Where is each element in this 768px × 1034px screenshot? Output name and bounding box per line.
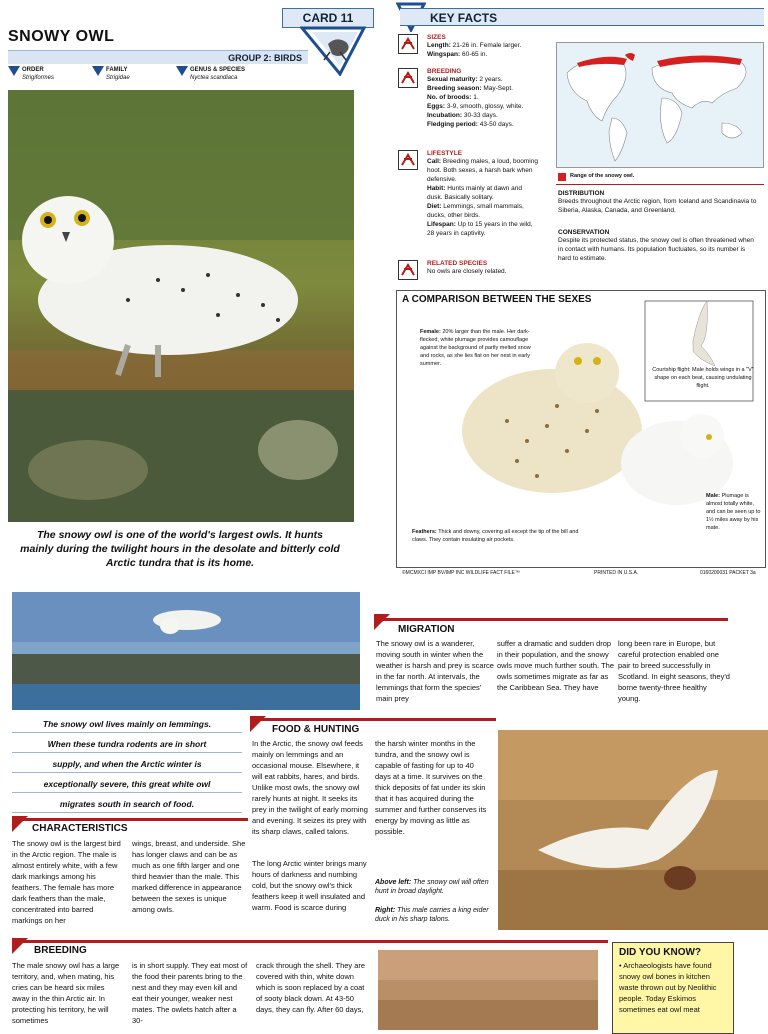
male-label: Male: bbox=[706, 493, 721, 499]
fact-label: Eggs: bbox=[427, 103, 446, 110]
female-note bbox=[420, 328, 540, 368]
fact-label: Diet: bbox=[427, 203, 442, 210]
feathers-text: Thick and downy, covering all except the tip of the bill and claws. They contain insulating air pockets. bbox=[412, 529, 579, 543]
breeding-heading: BREEDING bbox=[34, 945, 87, 956]
male-note bbox=[706, 492, 764, 532]
caption-label: Right: bbox=[375, 907, 396, 914]
copyright: ©MCMXCI IMP BV/IMP INC WILDLIFE FACT FILE™ bbox=[402, 570, 520, 576]
classification-label: FAMILY bbox=[106, 67, 128, 73]
sizes-heading: SIZES bbox=[427, 34, 446, 41]
fact-value: 2 years. bbox=[477, 76, 503, 83]
flying-owl-photo bbox=[12, 592, 360, 710]
distribution-heading: DISTRIBUTION bbox=[558, 190, 605, 197]
fact-value: 1. bbox=[471, 94, 479, 101]
breeding-facts-section bbox=[427, 68, 552, 129]
lifestyle-heading: LIFESTYLE bbox=[427, 150, 463, 157]
snowy-owl-photo bbox=[8, 90, 354, 522]
fact-value: Up to 15 years in the wild, 28 years in captivity. bbox=[427, 221, 533, 237]
feathers-label: Feathers: bbox=[412, 529, 437, 535]
food-col-2: the harsh winter months in the tundra, and the snowy owl is capable of fasting for up to 40 days at a time. It survives on the thick deposits of fat under its skin that it has acquired during the summer and further conserves its energy by moving as little as possible. bbox=[375, 739, 487, 836]
classification-label: ORDER bbox=[22, 67, 44, 73]
breeding-col-2: is in short supply. They eat most of the food their parents bring to the nest and they may even kill and eat their younger, weaker nest mates. The owlets hatch after a 30- bbox=[132, 961, 248, 1025]
feathers-note bbox=[412, 528, 592, 544]
classification-value: Nyctea scandiaca bbox=[190, 75, 238, 81]
fact-label: Call: bbox=[427, 158, 442, 165]
map-legend: Range of the snowy owl. bbox=[570, 173, 635, 179]
conservation-section bbox=[558, 229, 758, 263]
breeding-col-1: The male snowy owl has a large territory, and, when mating, his cries can be heard six miles away in the thin Arctic air. In protecting his territory, he will sometimes bbox=[12, 961, 120, 1025]
did-you-know-heading: DID YOU KNOW? bbox=[619, 947, 702, 958]
fact-value: Lemmings, small mammals, ducks, other birds. bbox=[427, 203, 524, 219]
owl-stamp-icon bbox=[398, 150, 418, 170]
card-number: CARD 11 bbox=[282, 8, 374, 28]
fact-value: 43-50 days. bbox=[477, 121, 514, 128]
migration-heading: MIGRATION bbox=[398, 624, 455, 635]
related-heading: RELATED SPECIES bbox=[427, 260, 488, 267]
owl-with-duck-photo bbox=[498, 730, 768, 930]
classification-family bbox=[92, 66, 172, 84]
sizes-line bbox=[427, 41, 552, 50]
divider bbox=[556, 184, 764, 185]
main-caption: The snowy owl is one of the world's largest owls. It hunts mainly during the twilight hours in the desolate and bitterly cold Arctic tundra that is its home. bbox=[20, 529, 340, 569]
male-text: Plumage is almost totally white, and can be seen up to 1½ miles away by his mate. bbox=[706, 493, 761, 531]
group-label: GROUP 2: BIRDS bbox=[8, 50, 308, 64]
female-text: 20% larger than the male. Her dark-flecked, white plumage provides camouflage against the background of partly melted snow and rocks, as she lies flat on her nest in early summer. bbox=[420, 329, 531, 367]
courtship-note: Courtship flight: Male holds wings in a "V" shape on each beat, causing undulating flight. bbox=[652, 367, 754, 389]
classification-label: GENUS & SPECIES bbox=[190, 67, 246, 73]
fact-value: 30-33 days. bbox=[462, 112, 498, 119]
did-you-know-text: • Archaeologists have found snowy owl bones in kitchen waste thrown out by Neolithic people. Today Eskimos sometimes eat owl meat bbox=[619, 961, 717, 1014]
classification-value: Strigidae bbox=[106, 75, 130, 81]
characteristics-rule bbox=[12, 818, 248, 821]
food-rule bbox=[250, 718, 496, 721]
fact-label: Habit: bbox=[427, 185, 446, 192]
related-text: No owls are closely related. bbox=[427, 268, 507, 275]
triangle-marker-icon bbox=[92, 66, 104, 76]
tundra-photo bbox=[378, 950, 598, 1030]
distribution-text: Breeds throughout the Arctic region, from Iceland and Scandinavia to Siberia, Alaska, Canada, and Greenland. bbox=[558, 198, 757, 214]
did-you-know-box bbox=[612, 942, 734, 1034]
classification-species bbox=[176, 66, 296, 84]
breeding-heading: BREEDING bbox=[427, 68, 462, 75]
fact-label: Wingspan: bbox=[427, 51, 461, 58]
caption-text: This male carries a king eider duck in his sharp talons. bbox=[375, 907, 489, 923]
breeding-col-3: crack through the shell. They are covered with thin, white down which is soon replaced by a coat of sooty black down. At 43-50 days, they can fly. After 60 days, bbox=[256, 961, 366, 1014]
related-species-section bbox=[427, 260, 552, 276]
food-col-1: In the Arctic, the snowy owl feeds mainly on lemmings and an occasional mouse. Elsewhere, it will eat rabbits, hares, and birds. Unlike most owls, the snowy owl rarely hunts at night. It seeks its prey in the twilight of early morning and evening. It seizes its prey with its sharp claws, called talons. bbox=[252, 739, 368, 836]
map-legend-swatch bbox=[558, 173, 566, 181]
fact-value: 21-26 in. Female larger. bbox=[450, 42, 522, 49]
migration-col-1: The snowy owl is a wanderer, moving south in winter when the weather is harsh and prey is scarce in the far north. At intervals, the lemmings that form the species' main prey bbox=[376, 639, 494, 703]
distribution-section bbox=[558, 190, 758, 215]
conservation-text: Despite its protected status, the snowy owl is often threatened when in contact with humans. Its population fluctuates, so its number is hard to estimate. bbox=[558, 237, 754, 262]
triangle-marker-icon bbox=[176, 66, 188, 76]
section-marker-icon bbox=[374, 614, 390, 630]
owl-stamp-icon bbox=[398, 34, 418, 54]
sizes-line bbox=[427, 50, 552, 59]
lifestyle-section bbox=[427, 150, 539, 238]
photo-caption-1 bbox=[375, 878, 493, 896]
fact-label: Breeding season: bbox=[427, 85, 482, 92]
lemming-quote-line: supply, and when the Arctic winter is bbox=[12, 756, 242, 773]
migration-rule bbox=[374, 618, 728, 621]
conservation-heading: CONSERVATION bbox=[558, 229, 610, 236]
page-title: SNOWY OWL bbox=[8, 28, 115, 45]
female-label: Female: bbox=[420, 329, 441, 335]
sizes-section bbox=[427, 34, 552, 59]
fact-value: 3-9, smooth, glossy, white. bbox=[445, 103, 524, 110]
lemming-quote-line: When these tundra rodents are in short bbox=[12, 736, 242, 753]
characteristics-heading: CHARACTERISTICS bbox=[32, 823, 128, 834]
lemming-quote-line: The snowy owl lives mainly on lemmings. bbox=[12, 716, 242, 733]
food-heading: FOOD & HUNTING bbox=[272, 724, 360, 735]
classification-order bbox=[8, 66, 88, 84]
range-map bbox=[556, 42, 764, 168]
fact-value: May-Sept. bbox=[481, 85, 513, 92]
packet-code: 0160200031 PACKET 3a bbox=[700, 570, 756, 576]
comparison-title: A COMPARISON BETWEEN THE SEXES bbox=[402, 294, 592, 305]
printed-note: PRINTED IN U.S.A. bbox=[594, 570, 639, 576]
migration-col-2: suffer a dramatic and sudden drop in their population, and the snowy owls move much further south. The owls sometimes migrate as far as the Caribbean Sea. They have bbox=[497, 639, 614, 692]
fact-label: Fledging period: bbox=[427, 121, 478, 128]
key-facts-header: KEY FACTS bbox=[400, 8, 764, 26]
caption-label: Above left: bbox=[375, 879, 412, 886]
lemming-quote-line: exceptionally severe, this great white owl bbox=[12, 776, 242, 793]
owl-stamp-icon bbox=[398, 260, 418, 280]
owl-stamp-icon bbox=[398, 68, 418, 88]
lemming-quote-line: migrates south in search of food. bbox=[12, 796, 242, 813]
fact-value: Breeding males, a loud, booming hoot. Both sexes, a harsh bark when defensive. bbox=[427, 158, 538, 183]
characteristics-col-2: wings, breast, and underside. She has longer claws and can be as much as one fifth larger and one third heavier than the male. This marked difference in appearance between the sexes is unique among owls. bbox=[132, 839, 246, 914]
fact-label: Lifespan: bbox=[427, 221, 456, 228]
fact-label: Incubation: bbox=[427, 112, 463, 119]
classification-value: Strigiformes bbox=[22, 75, 55, 81]
owl-logo-icon bbox=[300, 26, 366, 76]
triangle-marker-icon bbox=[8, 66, 20, 76]
fact-value: 60-65 in. bbox=[460, 51, 488, 58]
fact-label: Length: bbox=[427, 42, 451, 49]
food-col-1b: The long Arctic winter brings many hours of darkness and numbing cold, but the snowy owl's thick feathers keep it well insulated and warm. Food is scarce during bbox=[252, 859, 367, 912]
breeding-rule bbox=[12, 940, 608, 943]
photo-caption-2 bbox=[375, 906, 493, 924]
caption-text: The snowy owl will often hunt in broad daylight. bbox=[375, 879, 489, 895]
fact-label: No. of broods: bbox=[427, 94, 472, 101]
fact-value: Hunts mainly at dawn and dusk. Basically solitary. bbox=[427, 185, 523, 201]
fact-label: Sexual maturity: bbox=[427, 76, 478, 83]
characteristics-col-1: The snowy owl is the largest bird in the Arctic region. The male is almost entirely white, with a few dark markings among his feathers. The female has more dark feathers than the male, concentrated into barred markings on her bbox=[12, 839, 121, 925]
migration-col-3: long been rare in Europe, but careful protection enabled one pair to breed successfully in Scotland. In eight seasons, they'd borne twenty-three healthy young. bbox=[618, 639, 730, 703]
